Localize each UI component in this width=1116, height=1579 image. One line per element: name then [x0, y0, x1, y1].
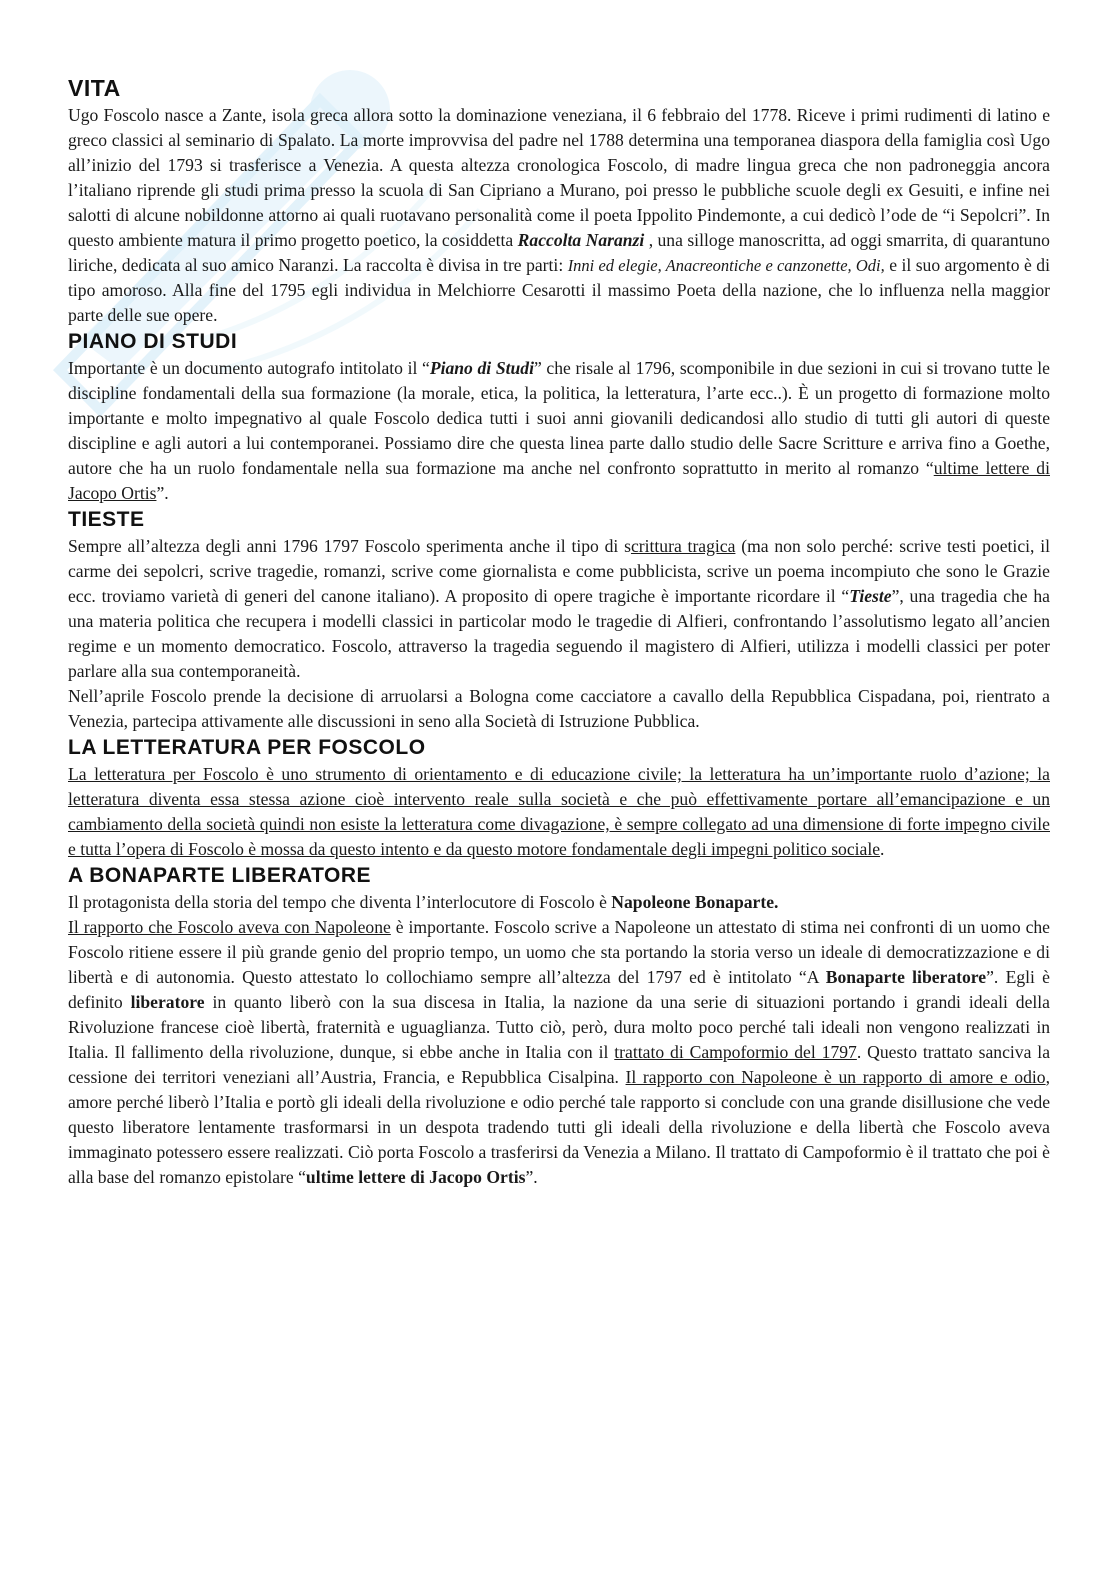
heading-tieste: TIESTE [68, 508, 145, 531]
napoleone-bonaparte: Napoleone Bonaparte. [611, 892, 779, 912]
heading-vita: VITA [68, 75, 121, 101]
tieste-title: Tieste [849, 586, 892, 606]
paragraph-vita: Ugo Foscolo nasce a Zante, isola greca allora sotto la dominazione veneziana, il 6 febbraio del 1778. Riceve i primi rudimenti di latino e greco classici al seminario di Spalato. La morte improvvisa del padre nel 1788 determina una temporanea diaspora della famiglia così Ugo all’inizio del 1793 si trasferisce a Venezia. A questa altezza cronologica Foscolo, di madre lingua greca che non padroneggia ancora l’italiano riprende gli studi prima presso la scuola di San Cipriano a Murano, poi presso le pubbliche scuole degli ex Gesuiti, e infine nei salotti di alcune nobildonne attorno ai quali ruotavano personalità come il poeta Ippolito Pindemonte, a cui dedicò l’ode de “i Sepolcri”. In questo ambiente matura il primo progetto poetico, la cosiddetta Raccolta Naranzi , una silloge manoscritta, ad oggi smarrita, di quarantuno liriche, dedicata al suo amico Naranzi. La raccolta è divisa in tre parti: Inni ed elegie, Anacreontiche e canzonette, Odi, e il suo argomento è di tipo amoroso. Alla fine del 1795 egli individua in Melchiorre Cesarotti il massimo Poeta della nazione, che lo influenza nella maggior parte delle sue opere. [68, 105, 1050, 325]
trattato-campoformio: trattato di Campoformio del 1797 [614, 1042, 857, 1062]
document-body [68, 74, 1050, 1190]
heading-letteratura: LA LETTERATURA PER FOSCOLO [68, 736, 426, 759]
bonaparte-liberatore-title: Bonaparte liberatore [825, 967, 987, 987]
heading-bonaparte: A BONAPARTE LIBERATORE [68, 864, 372, 887]
rapporto-amore-odio: Il rapporto con Napoleone è un rapporto di amore e odio [625, 1067, 1046, 1087]
ortis-reference: ultime lettere di Jacopo Ortis [68, 458, 1050, 503]
scrittura-tragica: crittura tragica [630, 536, 736, 556]
romanzo-ortis: ultime lettere di Jacopo Ortis [305, 1167, 526, 1187]
piano-di-studi-title: Piano di Studi [429, 358, 534, 378]
paragraph-piano-di-studi: Importante è un documento autografo intitolato il “Piano di Studi” che risale al 1796, scomponibile in due sezioni in cui si trovano tutte le discipline fondamentali della sua formazione (la morale, etica, la politica, la letteratura, l’arte ecc..). È un progetto di formazione molto importante e molto impegnativo al quale Foscolo dedica tutti i suoi anni giovanili dedicandosi allo studio di tutti gli autori di queste discipline e agli autori a lui contemporanei. Possiamo dire che questa linea parte dallo studio delle Sacre Scritture e arriva fino a Goethe, autore che ha un ruolo fondamentale nella sua formazione ma anche nel confronto soprattutto in merito al romanzo “ultime lettere di Jacopo Ortis”. [68, 358, 1050, 503]
raccolta-naranzi: Raccolta Naranzi [517, 230, 645, 250]
liberatore-term: liberatore [130, 992, 205, 1012]
paragraph-tieste-2: Nell’aprile Foscolo prende la decisione di arruolarsi a Bologna come cacciatore a cavallo della Repubblica Cispadana, poi, rientrato a Venezia, partecipa attivamente alle discussioni in seno alla Società di Istruzione Pubblica. [68, 686, 1050, 731]
rapporto-napoleone: Il rapporto che Foscolo aveva con Napoleone [68, 917, 391, 937]
raccolta-parti: Inni ed elegie, Anacreontiche e canzonette, Odi, [567, 256, 885, 275]
heading-piano-di-studi: PIANO DI STUDI [68, 330, 238, 353]
paragraph-letteratura: La letteratura per Foscolo è uno strumento di orientamento e di educazione civile; la letteratura ha un’importante ruolo d’azione; la letteratura diventa essa stessa azione cioè intervento reale sulla società e che può effettivamente portare all’emancipazione e un cambiamento della società quindi non esiste la letteratura come divagazione, è sempre collegato ad una dimensione di forte impegno civile e tutta l’opera di Foscolo è mossa da questo intento e da questo motore fondamentale degli impegni politico sociale. [68, 764, 1050, 859]
paragraph-tieste: Sempre all’altezza degli anni 1796 1797 Foscolo sperimenta anche il tipo di scrittura tragica (ma non solo perché: scrive testi poetici, il carme dei sepolcri, scrive tragedie, romanzi, scrive come giornalista e come pubblicista, scrive un poema incompiuto che sono le Grazie ecc. troviamo varietà di generi del canone italiano). A proposito di opere tragiche è importante ricordare il “Tieste”, una tragedia che ha una materia politica che recupera i modelli classici in particolar modo le tragedie di Alfieri, confrontando l’assolutismo legato all’ancien regime e un momento democratico. Foscolo, attraverso la tragedia seguendo il magistero di Alfieri, utilizza i modelli classici per poter parlare alla sua contemporaneità. [68, 536, 1050, 681]
paragraph-bonaparte: Il protagonista della storia del tempo che diventa l’interlocutore di Foscolo è Napoleone Bonaparte. Il rapporto che Foscolo aveva con Napoleone è importante. Foscolo scrive a Napoleone un attestato di stima nei confronti di un uomo che Foscolo ritiene essere il più grande genio del proprio tempo, un uomo che sta portando la storia verso un ideale di democratizzazione e di libertà e di autonomia. Questo attestato lo collochiamo sempre all’altezza del 1797 ed è intitolato “A Bonaparte liberatore”. Egli è definito liberatore in quanto liberò con la sua discesa in Italia, la nazione da una serie di situazioni portando i grandi ideali della Rivoluzione francese cioè libertà, fraternità e uguaglianza. Tutto ciò, però, dura molto poco perché tali ideali non vengono realizzati in Italia. Il fallimento della rivoluzione, dunque, si ebbe anche in Italia con il trattato di Campoformio del 1797. Questo trattato sanciva la cessione dei territori veneziani all’Austria, Francia, e Repubblica Cisalpina. Il rapporto con Napoleone è un rapporto di amore e odio, amore perché liberò l’Italia e portò gli ideali della rivoluzione e odio perché tale rapporto si conclude con una grande disillusione che vede questo liberatore lentamente trasformarsi in un despota tradendo tutti gli ideali della rivoluzione e della libertà che Foscolo aveva immaginato potessero essere realizzati. Ciò porta Foscolo a trasferirsi da Venezia a Milano. Il trattato di Campoformio è il trattato che poi è alla base del romanzo epistolare “ultime lettere di Jacopo Ortis”. [68, 892, 1050, 1187]
